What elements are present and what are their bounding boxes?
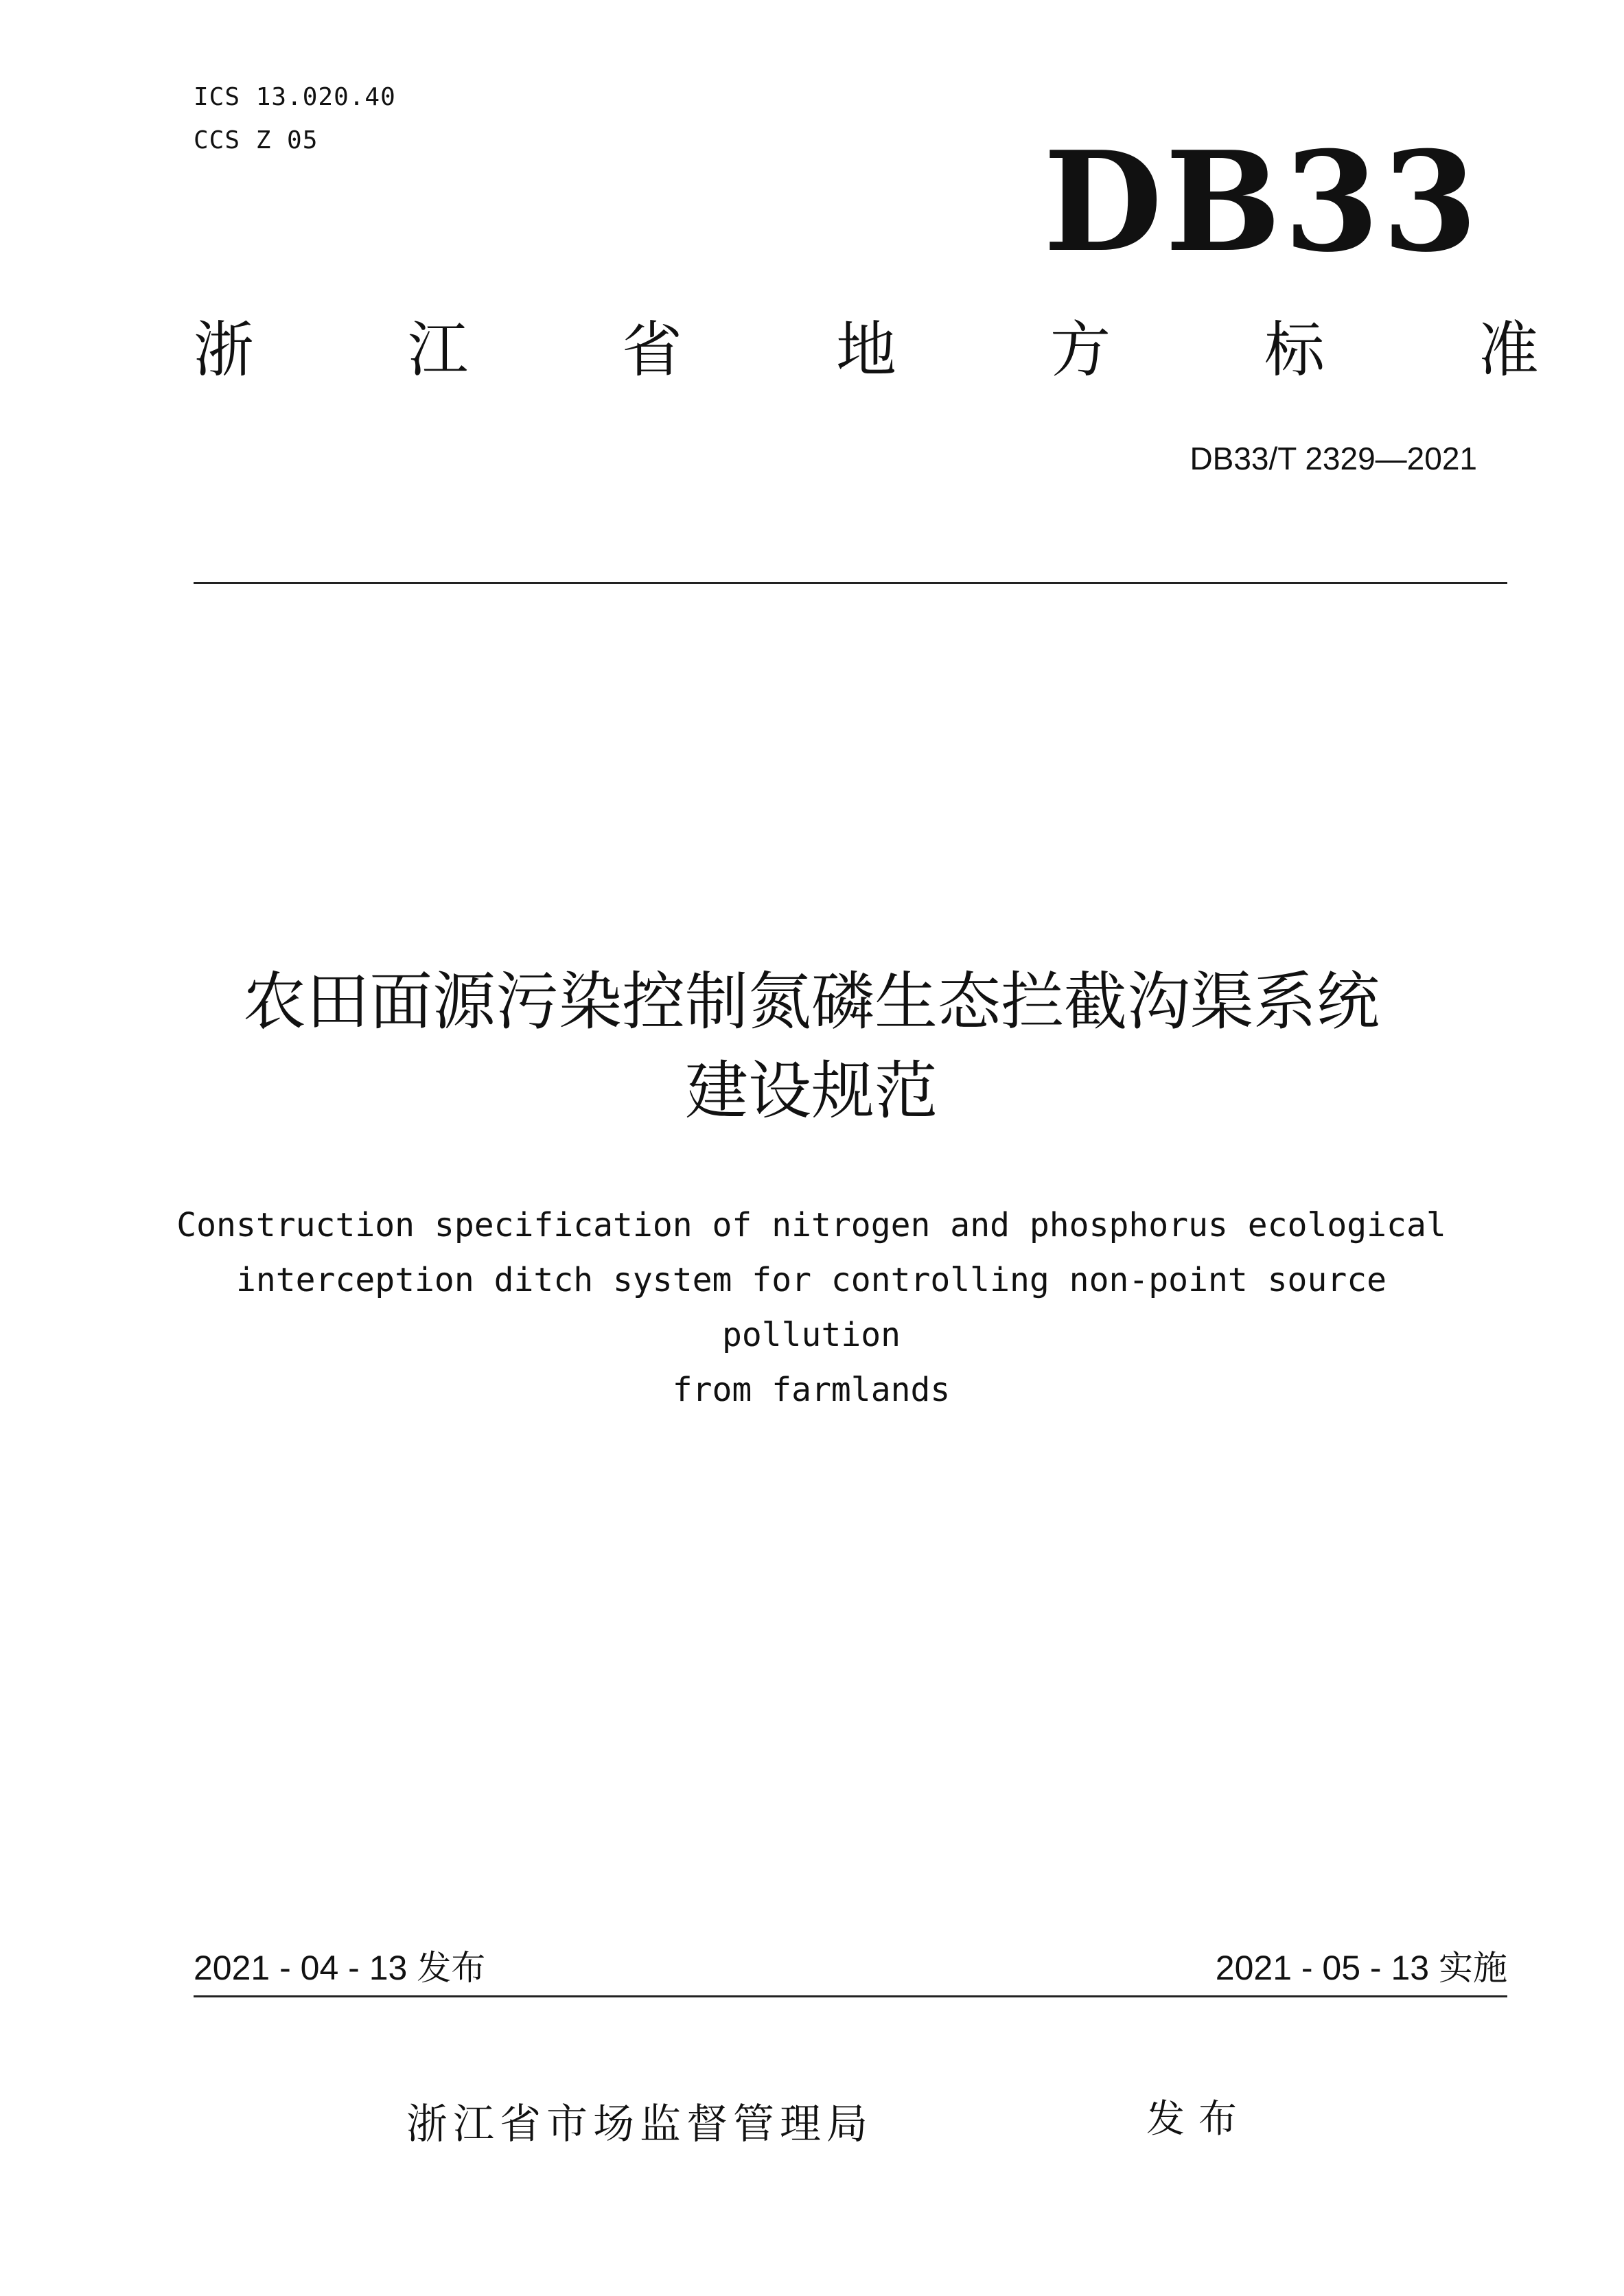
- english-title-line: Construction specification of nitrogen and phosphorus ecological: [176, 1206, 1446, 1244]
- publisher-name: 浙江省市场监督管理局: [406, 2100, 873, 2148]
- standard-type-char: 浙: [194, 314, 255, 385]
- ics-code: ICS 13.020.40: [194, 83, 396, 111]
- english-title: [159, 1198, 1463, 1417]
- chinese-title-line: 农田面源污染控制氮磷生态拦截沟渠系统: [242, 965, 1380, 1039]
- bottom-divider: [194, 1995, 1507, 1997]
- standard-type-heading: [194, 312, 1539, 388]
- chinese-title-line: 建设规范: [684, 1054, 938, 1128]
- standard-type-char: 地: [835, 314, 896, 385]
- top-divider: [194, 582, 1507, 584]
- ccs-code: CCS Z 05: [194, 126, 318, 154]
- english-title-line: from farmlands: [672, 1371, 951, 1409]
- chinese-title: [125, 958, 1498, 1136]
- issue-date: 2021 - 04 - 13 发布: [194, 1949, 486, 1987]
- standard-type-char: 方: [1049, 314, 1111, 385]
- standard-type-char: 江: [407, 314, 468, 385]
- db33-logo: DB33: [1043, 121, 1481, 283]
- publish-label: 发布: [1146, 2097, 1251, 2142]
- standard-type-char: 准: [1478, 314, 1539, 385]
- standard-type-char: 标: [1264, 314, 1325, 385]
- standard-type-char: 省: [621, 314, 682, 385]
- english-title-line: interception ditch system for controlling non-point source pollution: [235, 1261, 1387, 1354]
- standard-number: DB33/T 2329—2021: [1190, 441, 1477, 476]
- implementation-date: 2021 - 05 - 13 实施: [1215, 1949, 1507, 1987]
